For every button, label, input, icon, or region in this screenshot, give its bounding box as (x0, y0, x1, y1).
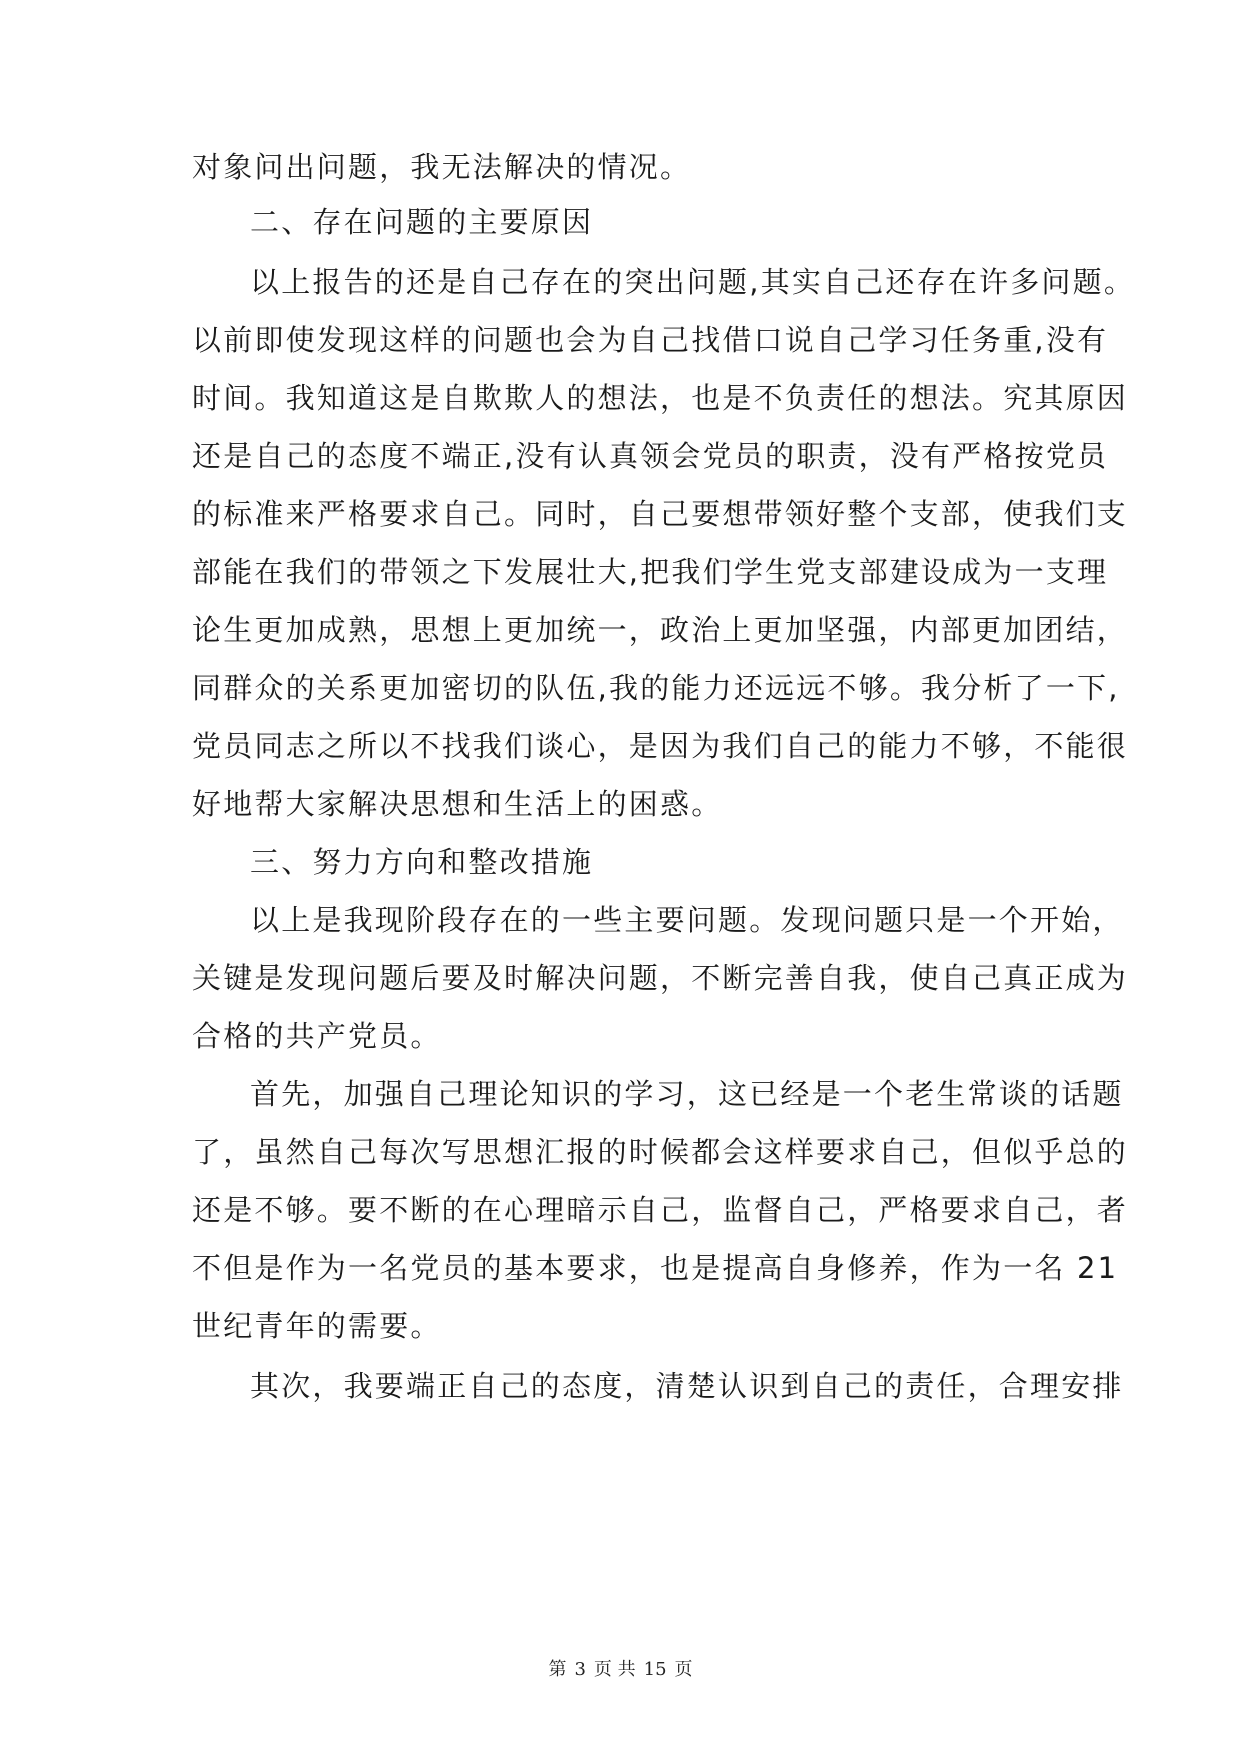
text-line: 首先，加强自己理论知识的学习，这已经是一个老生常谈的话题 (250, 1077, 1124, 1111)
text-line: 党员同志之所以不找我们谈心，是因为我们自己的能力不够，不能很 (192, 729, 1129, 763)
text-line: 了，虽然自己每次写思想汇报的时候都会这样要求自己，但似乎总的 (192, 1135, 1129, 1169)
footer-mid: 页 共 (593, 1659, 636, 1680)
text-line: 以上报告的还是自己存在的突出问题,其实自己还存在许多问题。 (250, 265, 1136, 299)
text-line: 对象问出问题，我无法解决的情况。 (192, 150, 692, 184)
text-line: 还是自己的态度不端正,没有认真领会党员的职责，没有严格按党员 (192, 439, 1109, 473)
footer-prefix: 第 (548, 1659, 567, 1680)
total-page-number: 15 (643, 1659, 667, 1680)
text-line: 的标准来严格要求自己。同时，自己要想带领好整个支部，使我们支 (192, 497, 1129, 531)
text-line: 以上是我现阶段存在的一些主要问题。发现问题只是一个开始， (250, 903, 1124, 937)
text-line: 不但是作为一名党员的基本要求，也是提高自身修养，作为一名 21 (192, 1251, 1119, 1285)
text-line: 以前即使发现这样的问题也会为自己找借口说自己学习任务重,没有 (192, 323, 1109, 357)
section-heading: 三、努力方向和整改措施 (250, 845, 594, 879)
page-footer (0, 1658, 1241, 1682)
text-line: 时间。我知道这是自欺欺人的想法，也是不负责任的想法。究其原因 (192, 381, 1129, 415)
text-line: 同群众的关系更加密切的队伍,我的能力还远远不够。我分析了一下, (192, 671, 1120, 705)
current-page-number: 3 (574, 1659, 586, 1680)
text-line: 合格的共产党员。 (192, 1019, 442, 1053)
text-line: 部能在我们的带领之下发展壮大,把我们学生党支部建设成为一支理 (192, 555, 1109, 589)
text-line: 关键是发现问题后要及时解决问题，不断完善自我，使自己真正成为 (192, 961, 1129, 995)
text-line: 其次，我要端正自己的态度，清楚认识到自己的责任，合理安排 (250, 1369, 1124, 1403)
text-line: 好地帮大家解决思想和生活上的困惑。 (192, 787, 723, 821)
section-heading: 二、存在问题的主要原因 (250, 205, 594, 239)
text-line: 论生更加成熟，思想上更加统一，政治上更加坚强，内部更加团结， (192, 613, 1129, 647)
footer-suffix: 页 (674, 1659, 693, 1680)
text-line: 世纪青年的需要。 (192, 1309, 442, 1343)
text-line: 还是不够。要不断的在心理暗示自己，监督自己，严格要求自己，者 (192, 1193, 1129, 1227)
